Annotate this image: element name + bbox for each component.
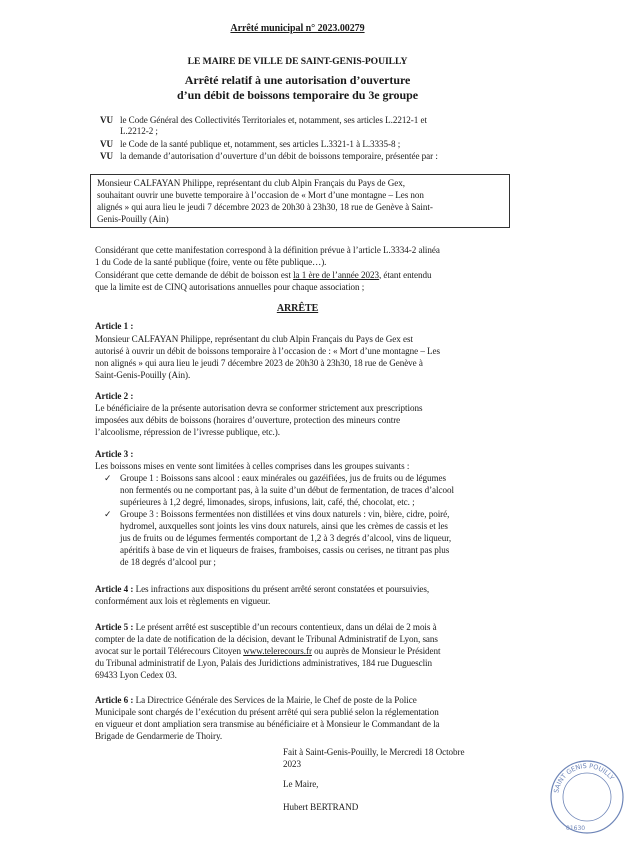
request-line: Monsieur CALFAYAN Philippe, représentant du club Alpin Français du Pays de Gex,: [97, 178, 405, 188]
issuing-authority: LE MAIRE DE VILLE DE SAINT-GENIS-POUILLY: [187, 56, 408, 67]
authorization-count: la 1 ère de l’année 2023: [293, 270, 379, 280]
checkmark-icon: ✓: [104, 473, 112, 483]
vu-text-line: L.2212-2 ;: [120, 126, 158, 136]
article-1-line: Monsieur CALFAYAN Philippe, représentant du club Alpin Français du Pays de Gex est: [95, 334, 413, 344]
vu-label: VU: [100, 139, 114, 149]
group-3-line: Groupe 3 : Boissons fermentées non distillées et vins doux naturels : vin, bière, cidre, poiré,: [120, 509, 450, 519]
article-5-line: du Tribunal administratif de Lyon, Palais des Juridictions administratives, 184 rue Duguesclin: [95, 658, 433, 668]
considerant-line: [95, 270, 512, 281]
article-1-title: Article 1 :: [95, 321, 134, 331]
municipal-stamp: [548, 758, 626, 836]
article-5-title: Article 5 :: [95, 622, 134, 632]
group-1-line: non fermentés ou ne comportant pas, à la suite d’un début de fermentation, de traces d’alcool: [120, 485, 454, 495]
checkmark-icon: ✓: [104, 509, 112, 519]
request-line: Genis-Pouilly (Ain): [97, 214, 169, 224]
article-4-title: Article 4 :: [95, 584, 134, 594]
article-3-intro: Les boissons mises en vente sont limitées à celles comprises dans les groupes suivants :: [95, 461, 410, 471]
place-date-line: Fait à Saint-Genis-Pouilly, le Mercredi 18 Octobre: [283, 747, 465, 757]
article-1-line: autorisé à ouvrir un débit de boissons temporaire à l’occasion de : « Mort d’une montagne – Les: [95, 346, 441, 356]
decree-title-line-1: Arrêté relatif à une autorisation d’ouverture: [184, 73, 411, 87]
group-3-line: de 18 degrés d’alcool pur ;: [120, 557, 216, 567]
group-1-line: supérieures à 1,2 degré, limonades, sirops, infusions, lait, café, thé, chocolat, etc. ;: [120, 497, 415, 507]
arrete-heading: ARRÊTE: [276, 303, 319, 314]
stamp-ring-text: SAINT GENIS POUILLY: [552, 761, 616, 794]
vu-label: VU: [100, 115, 114, 125]
request-line: souhaitant ouvrir une buvette temporaire à l’occasion de « Mort d’une montagne – Les non: [97, 190, 424, 200]
article-2-line: l’alcoolisme, répression de l’ivresse publique, etc.).: [95, 427, 280, 437]
considerant-line: 1 du Code de la santé publique (foire, vente ou fête publique…).: [95, 257, 327, 267]
group-3-line: hydromel, auxquelles sont joints les vins doux naturels, ainsi que les crèmes de cassis et les: [120, 521, 448, 531]
article-5-line: 69433 Lyon Cedex 03.: [95, 670, 177, 680]
article-6-line: en vigueur et dont ampliation sera transmise au bénéficiaire et à Monsieur le Commandant de la: [95, 719, 440, 729]
article-2-line: Le bénéficiaire de la présente autorisation devra se conformer strictement aux prescriptions: [95, 403, 423, 413]
article-5-line: compter de la date de notification de la décision, devant le Tribunal Administratif de Lyon, sans: [95, 634, 438, 644]
vu-label: VU: [100, 151, 114, 161]
place-date-line: 2023: [283, 759, 301, 769]
vu-text-line: le Code de la santé publique et, notamment, ses articles L.3321-1 à L.3335-8 ;: [120, 139, 401, 149]
stamp-outer-ring: [551, 761, 623, 833]
article-4-line: conformément aux lois et règlements en vigueur.: [95, 596, 271, 606]
article-6-line: [95, 695, 512, 706]
stamp-postcode: 01630: [566, 825, 586, 832]
telerecours-link[interactable]: www.telerecours.fr: [243, 646, 312, 656]
request-line: alignés » qui aura lieu le jeudi 7 décembre 2023 de 20h30 à 23h30, 18 rue de Genève à Saint-: [97, 202, 433, 212]
article-2-title: Article 2 :: [95, 391, 134, 401]
vu-text-line: le Code Général des Collectivités Territoriales et, notamment, ses articles L.2212-1 et: [120, 115, 427, 125]
group-3-line: jus de fruits ou de légumes fermentés comportant de 1,2 à 3 degrés d’alcool, vins de liqueur,: [120, 533, 452, 543]
article-5-text: avocat sur le portail Télérecours Citoyen: [95, 646, 244, 656]
article-3-title: Article 3 :: [95, 449, 134, 459]
article-5-text: ou auprès de Monsieur le Président: [311, 646, 441, 656]
group-3-line: apéritifs à base de vin et liqueurs de fraises, framboises, cassis ou cerises, ne titrant pas plus: [120, 545, 450, 555]
article-5-line: [95, 646, 512, 657]
article-6-title: Article 6 :: [95, 695, 134, 705]
article-4-line: [95, 584, 512, 595]
vu-text-line: la demande d’autorisation d’ouverture d’un débit de boissons temporaire, présentée par :: [120, 151, 438, 161]
article-6-line: Brigade de Gendarmerie de Thoiry.: [95, 731, 223, 741]
stamp-inner-ring: [563, 773, 611, 821]
article-5-text: Le présent arrêté est susceptible d’un recours contentieux, dans un délai de 2 mois à: [133, 622, 437, 632]
article-5-line: [95, 622, 512, 633]
article-2-line: imposées aux débits de boissons (horaires d’ouverture, protection des mineurs contre: [95, 415, 401, 425]
article-6-line: Municipale sont chargés de l’exécution du présent arrêté qui sera publié selon la réglementation: [95, 707, 439, 717]
decree-reference: Arrêté municipal n° 2023.00279: [230, 23, 365, 34]
considerant-line: Considérant que cette manifestation correspond à la définition prévue à l’article L.3334-2 alinéa: [95, 245, 440, 255]
considerant-line: que la limite est de CINQ autorisations annuelles pour chaque association ;: [95, 282, 365, 292]
article-4-text: Les infractions aux dispositions du présent arrêté seront constatées et poursuivies,: [133, 584, 430, 594]
article-6-text: La Directrice Générale des Services de la Mairie, le Chef de poste de la Police: [133, 695, 417, 705]
article-1-line: non alignés » qui aura lieu le jeudi 7 décembre 2023 de 20h30 à 23h30, 18 rue de Genève à: [95, 358, 423, 368]
group-1-line: Groupe 1 : Boissons sans alcool : eaux minérales ou gazéifiées, jus de fruits ou de légumes: [120, 473, 447, 483]
considerant-text: Considérant que cette demande de débit de boisson est: [95, 270, 291, 280]
article-1-line: Saint-Genis-Pouilly (Ain).: [95, 370, 191, 380]
signatory-role: Le Maire,: [283, 779, 319, 789]
signatory-name: Hubert BERTRAND: [283, 802, 359, 812]
considerant-text: , étant entendu: [378, 270, 432, 280]
decree-title-line-2: d’un débit de boissons temporaire du 3e groupe: [177, 88, 418, 102]
